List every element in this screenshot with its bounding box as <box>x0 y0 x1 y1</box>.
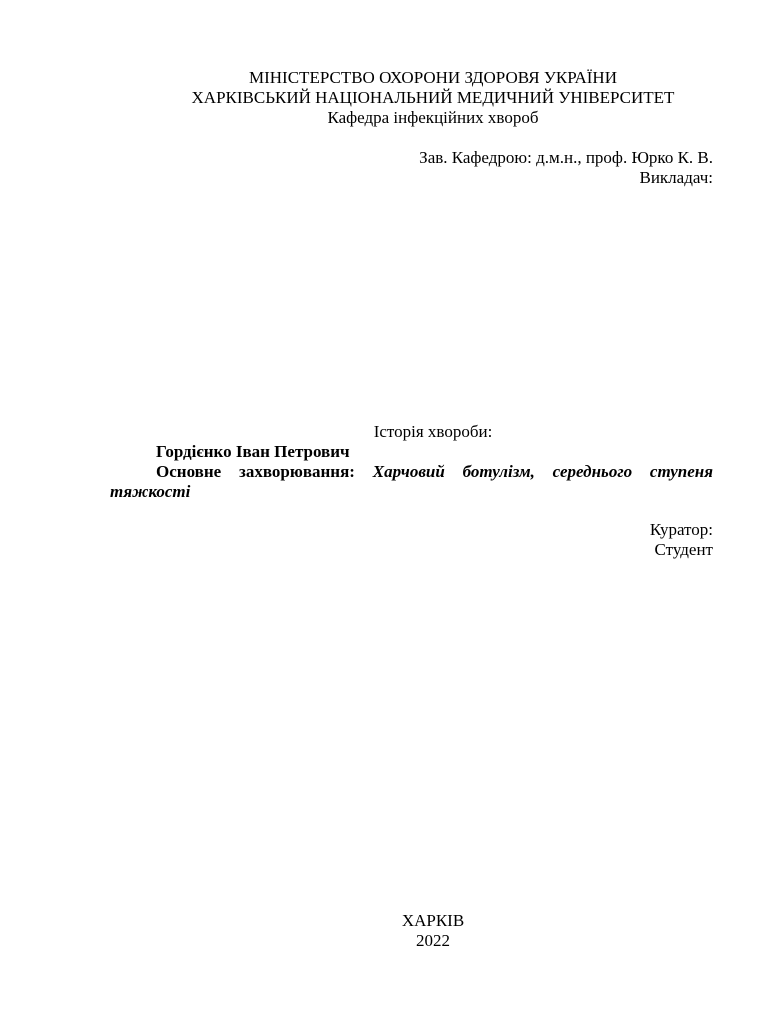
university-line: ХАРКІВСЬКИЙ НАЦІОНАЛЬНИЙ МЕДИЧНИЙ УНІВЕРСИТЕТ <box>191 88 675 107</box>
ministry-line: МІНІСТЕРСТВО ОХОРОНИ ЗДОРОВЯ УКРАЇНИ <box>249 68 617 87</box>
teacher-label: Викладач: <box>639 168 713 187</box>
diagnosis-label: Основне захворювання: <box>156 462 355 481</box>
patient-name: Гордієнко Іван Петрович <box>156 442 350 461</box>
history-title: Історія хвороби: <box>373 422 493 441</box>
diagnosis-paragraph <box>110 462 713 502</box>
city-label: ХАРКІВ <box>401 911 465 930</box>
head-of-department: Зав. Кафедрою: д.м.н., проф. Юрко К. В. <box>419 148 713 167</box>
student-label: Студент <box>654 540 713 559</box>
curator-label: Куратор: <box>649 520 713 539</box>
diagnosis-text: Харчовий ботулізм, середнього ступеня тяжкості <box>110 462 714 501</box>
department-line: Кафедра інфекційних хвороб <box>327 108 539 127</box>
year-label: 2022 <box>416 931 450 950</box>
